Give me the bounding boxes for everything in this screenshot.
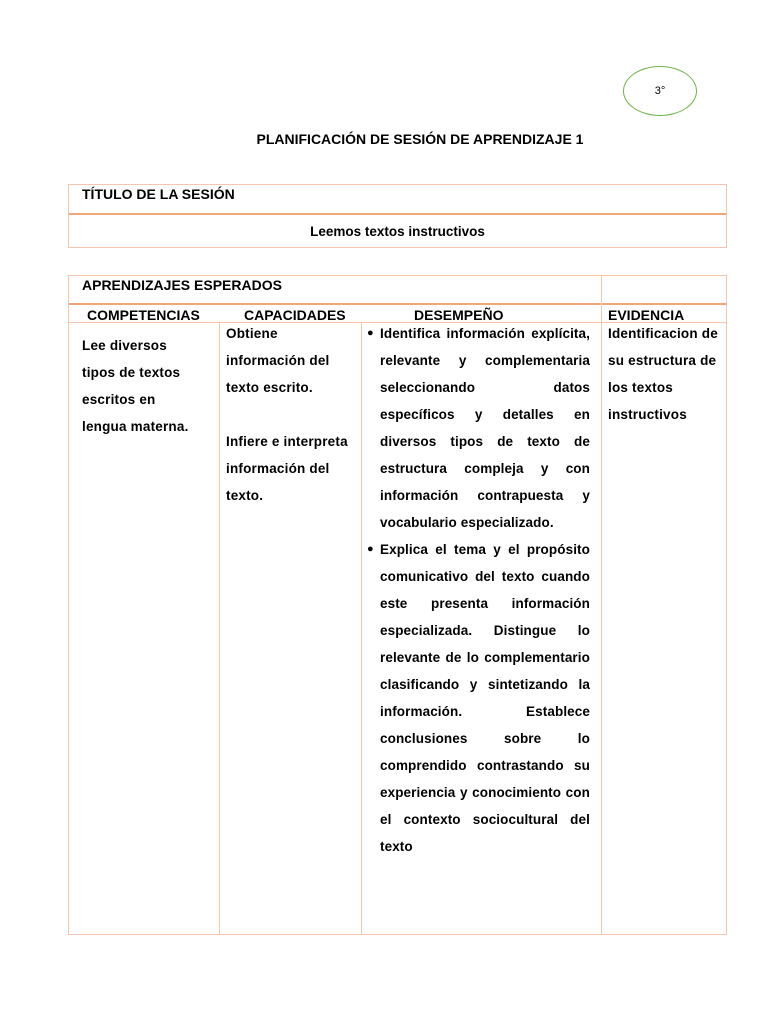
evidencia-cell: Identificacion de su estructura de los textos instructivos bbox=[608, 326, 718, 422]
table-border-accent bbox=[68, 303, 727, 305]
desempeno-item-text: Explica el tema y el propósito comunicativo del texto cuando este presenta información especializada. Distingue lo relevante de lo complementario clasificando y sintetizando la información. Establece conclusiones sobre lo comprendido contrastando su experiencia y conocimiento con el contexto sociocultural del texto bbox=[380, 542, 590, 854]
table-border bbox=[601, 275, 602, 935]
competencias-cell: Lee diversos tipos de textos escritos en lengua materna. bbox=[82, 338, 189, 434]
desempeno-list bbox=[366, 320, 590, 860]
table-border bbox=[68, 934, 727, 935]
column-header-evidencia: EVIDENCIA bbox=[608, 307, 685, 323]
session-title-value: Leemos textos instructivos bbox=[310, 224, 485, 239]
capacidades-item-1: Obtiene información del texto escrito. bbox=[226, 326, 330, 395]
column-header-capacidades: CAPACIDADES bbox=[244, 307, 346, 323]
table-border-accent bbox=[68, 213, 727, 215]
desempeno-item-2 bbox=[366, 536, 590, 860]
document-title: PLANIFICACIÓN DE SESIÓN DE APRENDIZAJE 1 bbox=[256, 131, 584, 147]
table-border bbox=[68, 184, 727, 185]
desempeno-item-text: Identifica información explícita, relevante y complementaria seleccionando datos específicos y detalles en diversos tipos de texto de estructura compleja y con información contrapuesta y vocabulario especializado. bbox=[380, 326, 590, 530]
table-border bbox=[68, 275, 69, 935]
table-border bbox=[68, 247, 727, 248]
column-header-desempeno: DESEMPEÑO bbox=[414, 307, 504, 323]
table-border bbox=[68, 275, 727, 276]
session-title-label: TÍTULO DE LA SESIÓN bbox=[82, 186, 235, 202]
table-border bbox=[726, 275, 727, 935]
table-border bbox=[219, 322, 220, 935]
bullet-icon: ● bbox=[367, 327, 374, 339]
bullet-icon: ● bbox=[367, 543, 374, 555]
learning-section-label: APRENDIZAJES ESPERADOS bbox=[82, 277, 282, 293]
column-header-competencias: COMPETENCIAS bbox=[87, 307, 200, 323]
table-border bbox=[361, 322, 362, 935]
desempeno-item-1 bbox=[366, 320, 590, 536]
grade-badge bbox=[623, 66, 697, 116]
grade-label: 3° bbox=[654, 85, 666, 97]
capacidades-item-2: Infiere e interpreta información del texto. bbox=[226, 434, 348, 503]
